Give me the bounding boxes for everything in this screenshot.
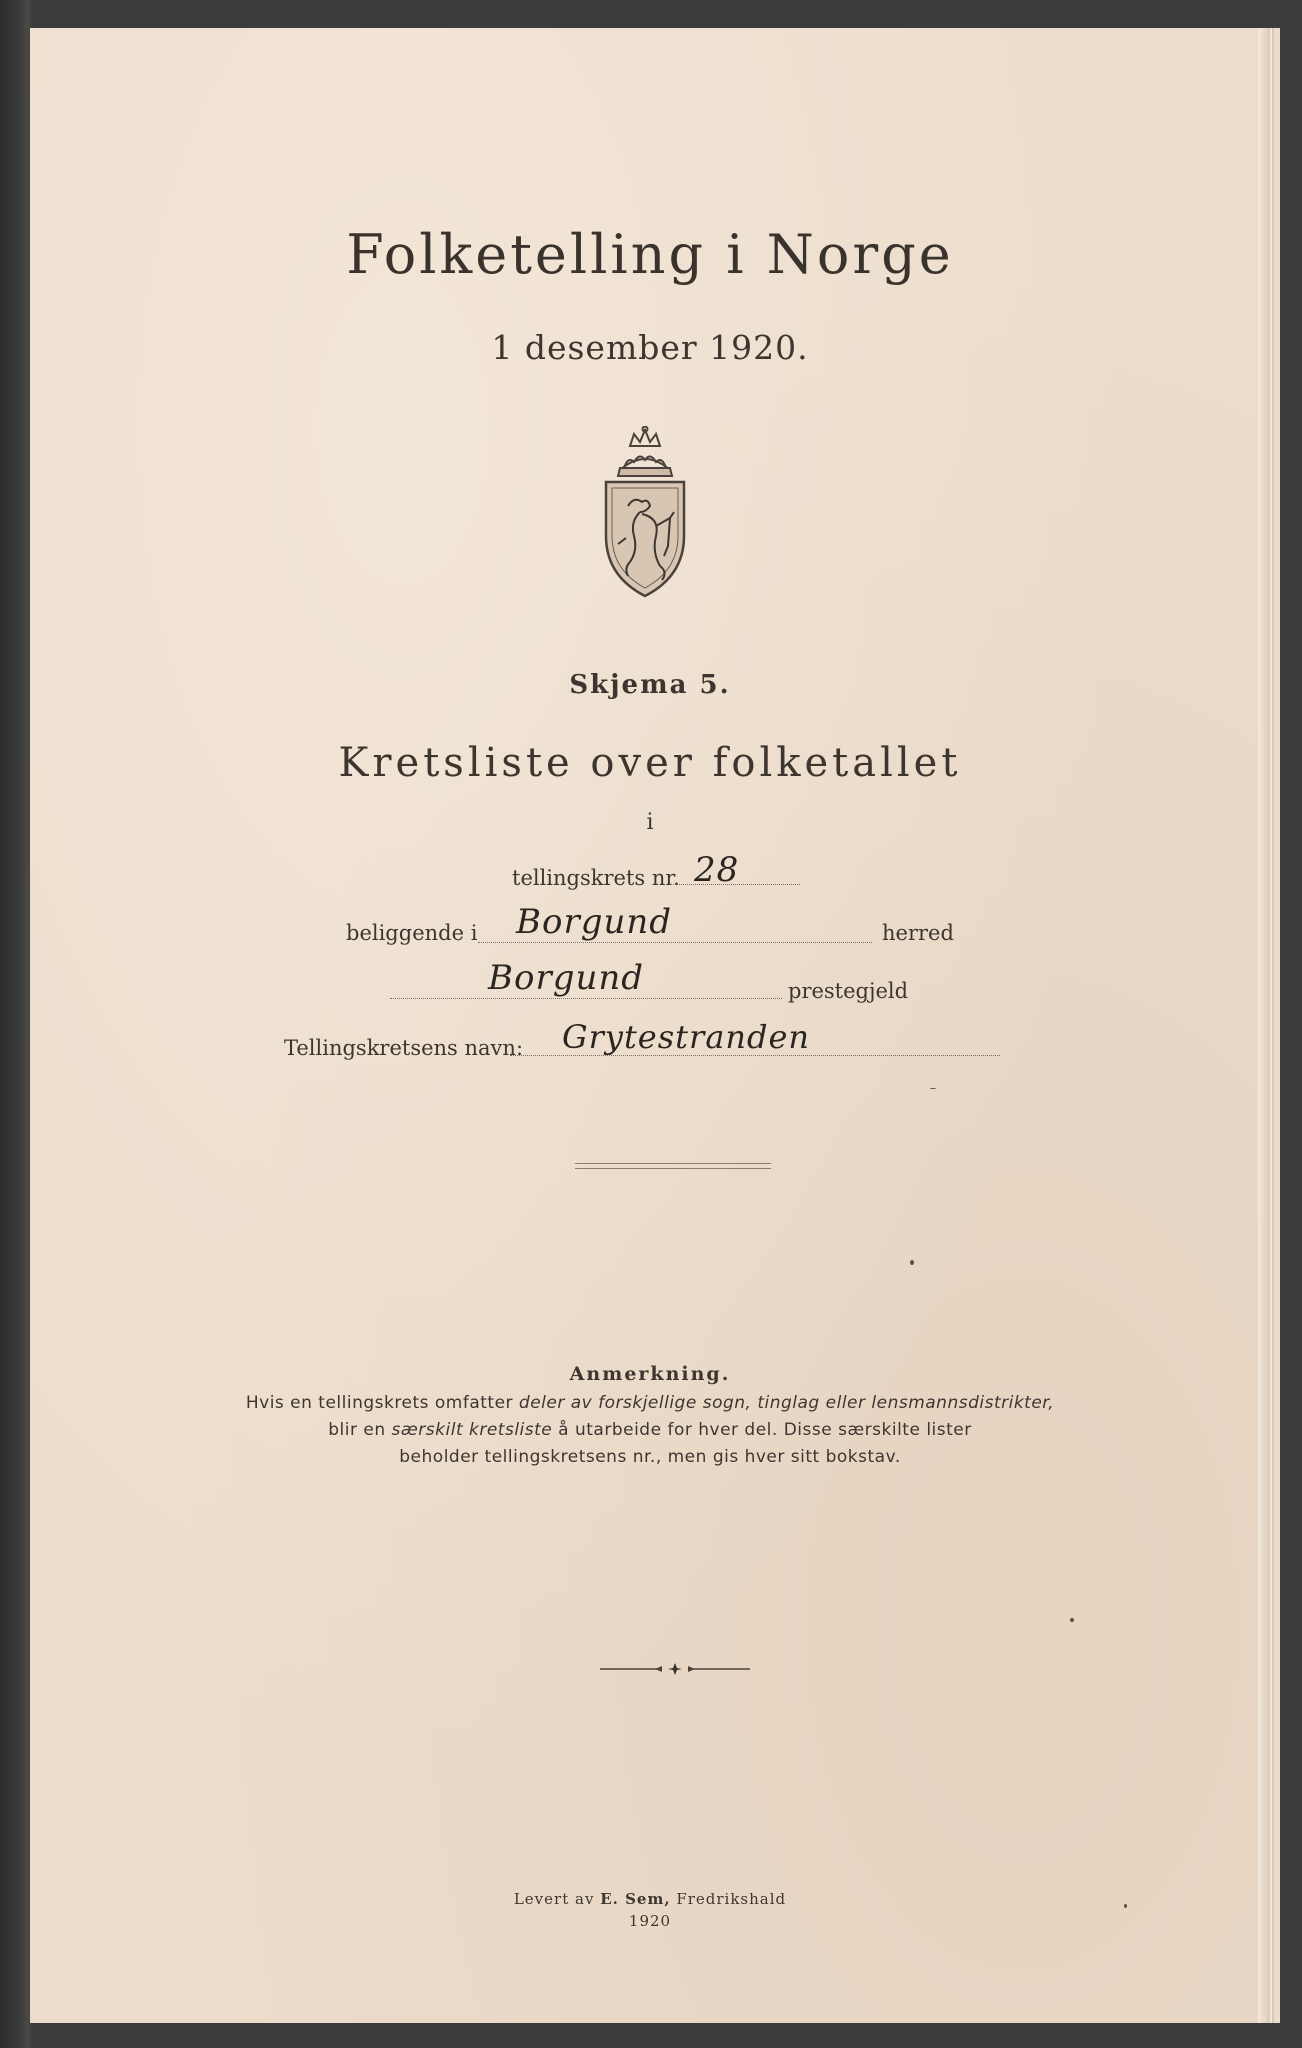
prestegjeld-value: Borgund xyxy=(488,958,645,998)
note-line-1-text: Hvis en tellingskrets omfatter xyxy=(245,1393,519,1413)
kretsnavn-value: Grytestranden xyxy=(562,1018,811,1056)
paper-speck xyxy=(1124,1904,1127,1908)
beliggende-label: beliggende i xyxy=(346,921,478,945)
note-line-1 xyxy=(30,1393,1270,1413)
note-title: Anmerkning. xyxy=(569,1363,731,1385)
tellingskrets-value: 28 xyxy=(694,850,740,890)
printer-city: Fredrikshald xyxy=(670,1890,787,1908)
note-line-2-text-a: blir en xyxy=(328,1420,392,1440)
census-date: 1 desember 1920. xyxy=(491,328,809,367)
connector-word: i xyxy=(646,810,654,835)
norwegian-coat-of-arms-icon xyxy=(590,426,700,601)
note-line-2-emphasis: særskilt kretsliste xyxy=(391,1420,553,1440)
herred-field-line xyxy=(478,942,872,943)
kretsnavn-label: Tellingskretsens navn: xyxy=(284,1036,524,1060)
paper-speck xyxy=(930,1088,936,1089)
paper-speck xyxy=(1070,1618,1074,1622)
tellingskrets-label: tellingskrets nr. xyxy=(512,866,680,890)
ornament-divider-icon xyxy=(600,1661,750,1677)
prestegjeld-label: prestegjeld xyxy=(788,979,909,1003)
note-line-2-text-b: å utarbeide for hver del. Disse særskilte lister xyxy=(552,1420,972,1440)
note-line-2 xyxy=(30,1420,1270,1440)
printer-prefix: Levert av xyxy=(513,1890,601,1908)
census-form-sheet xyxy=(30,28,1270,2023)
herred-value: Borgund xyxy=(516,902,673,942)
double-rule-divider xyxy=(575,1163,771,1169)
form-heading: Kretsliste over folketallet xyxy=(338,740,962,786)
printer-credit xyxy=(30,1890,1270,1908)
herred-label: herred xyxy=(882,921,954,945)
schema-number: Skjema 5. xyxy=(569,670,731,700)
paper-speck xyxy=(910,1260,914,1265)
prestegjeld-field-line xyxy=(390,998,782,999)
note-line-1-emphasis: deler av forskjellige sogn, tinglag eller lensmannsdistrikter, xyxy=(518,1393,1055,1413)
printer-name: E. Sem, xyxy=(600,1890,671,1908)
note-line-3: beholder tellingskretsens nr., men gis hver sitt bokstav. xyxy=(399,1447,901,1467)
printer-year: 1920 xyxy=(628,1912,672,1930)
document-title: Folketelling i Norge xyxy=(346,223,954,286)
